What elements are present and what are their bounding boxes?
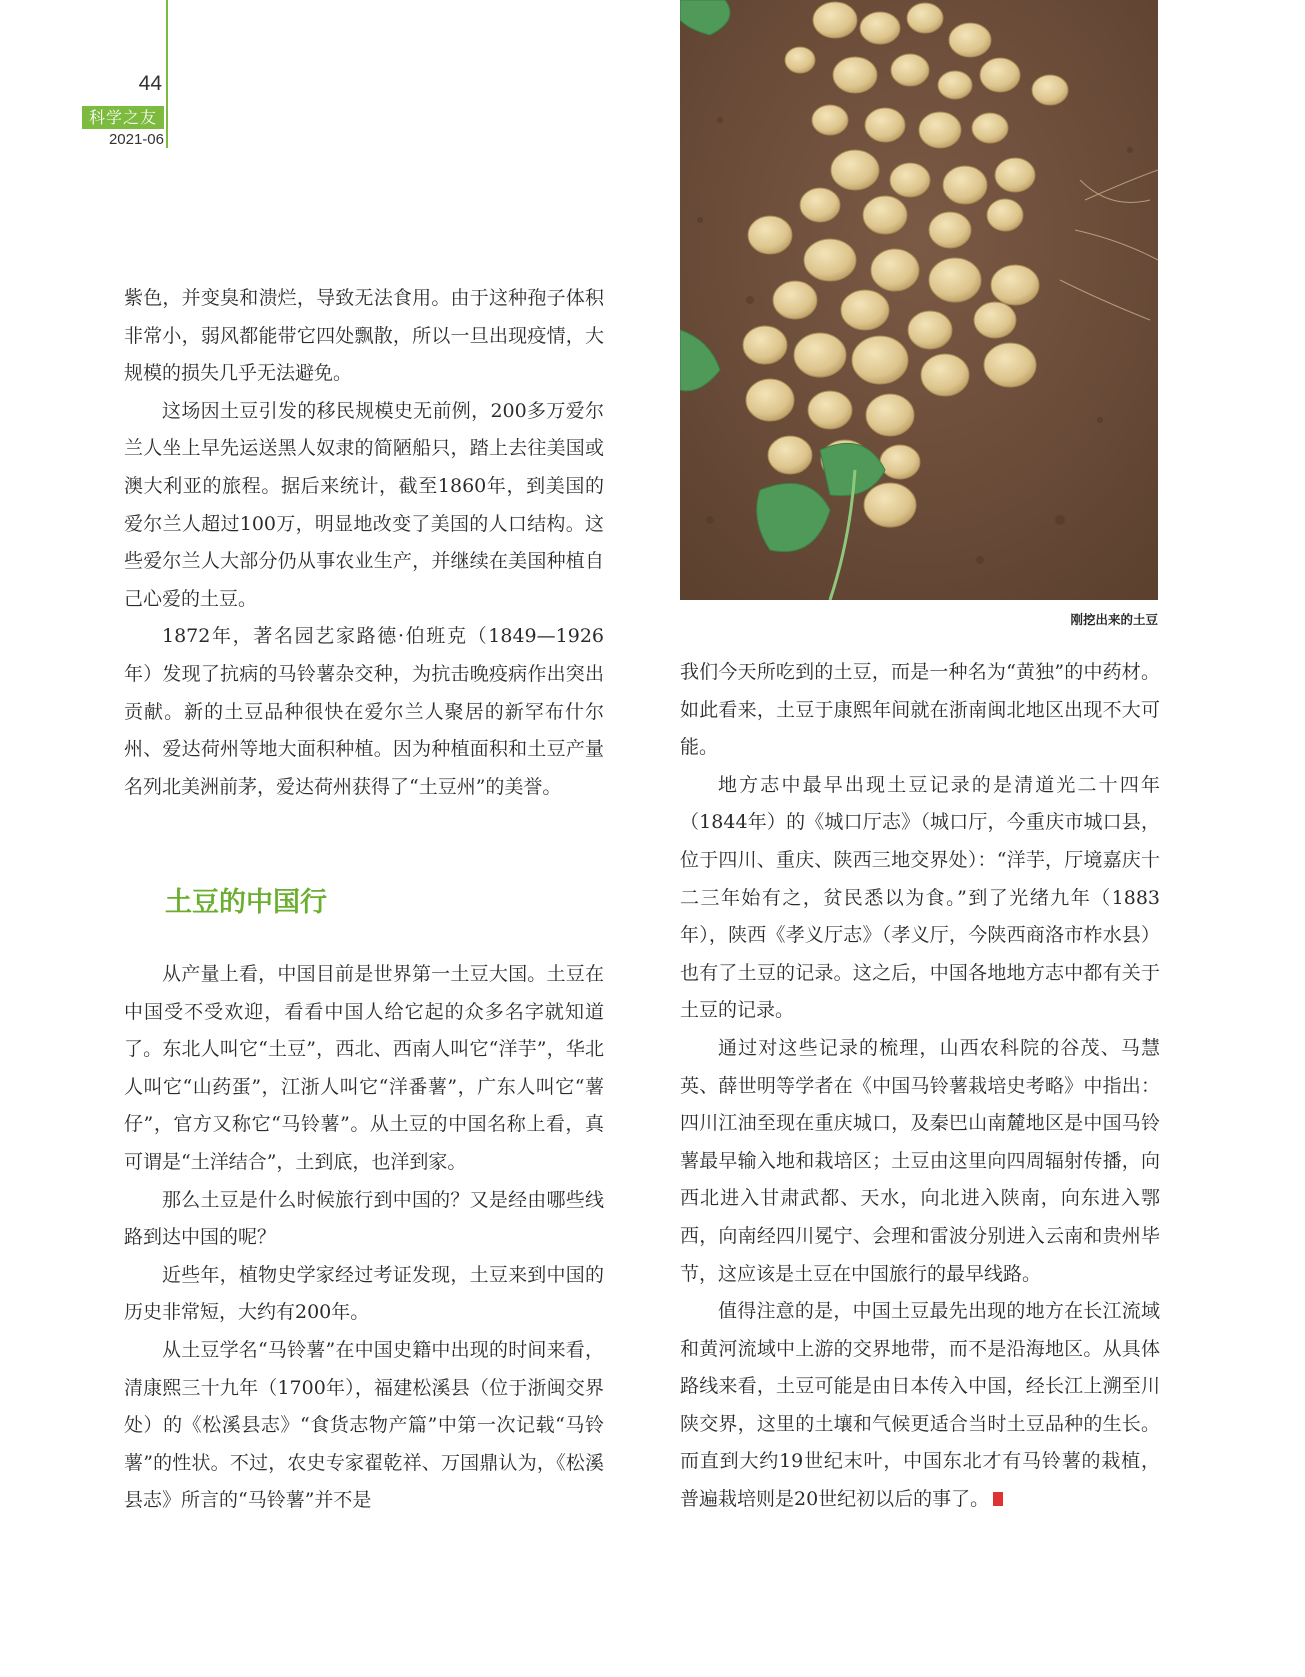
photo-caption: 刚挖出来的土豆: [1070, 612, 1158, 627]
magazine-name: 科学之友: [82, 106, 164, 129]
paragraph: 从产量上看，中国目前是世界第一土豆大国。土豆在中国受不受欢迎，看看中国人给它起的众多名字就知道了。东北人叫它“土豆”，西北、西南人叫它“洋芋”，华北人叫它“山药蛋”，江浙人叫它“洋番薯”，广东人叫它“薯仔”，官方又称它“马铃薯”。从土豆的中国名称上看，真可谓是“土洋结合”，土到底，也洋到家。: [124, 963, 604, 1173]
right-column: [680, 654, 1160, 1519]
paragraph: 我们今天所吃到的土豆，而是一种名为“黄独”的中药材。如此看来，土豆于康熙年间就在浙南闽北地区出现不大可能。: [680, 661, 1160, 759]
issue-date: 2021-06: [108, 131, 164, 148]
paragraph: 地方志中最早出现土豆记录的是清道光二十四年（1844年）的《城口厅志》（城口厅，今重庆市城口县，位于四川、重庆、陕西三地交界处）：“洋芋，厅境嘉庆十二三年始有之，贫民悉以为食。”到了光绪九年（1883年），陕西《孝义厅志》（孝义厅，今陕西商洛市柞水县）也有了土豆的记录。这之后，中国各地地方志中都有关于土豆的记录。: [680, 773, 1160, 1022]
left-column-top: [124, 280, 604, 806]
paragraph: 通过对这些记录的梳理，山西农科院的谷茂、马慧英、薛世明等学者在《中国马铃薯栽培史考略》中指出：四川江油至现在重庆城口，及秦巴山南麓地区是中国马铃薯最早输入地和栽培区；土豆由这里向四周辐射传播，向西北进入甘肃武都、天水，向北进入陕南，向东进入鄂西，向南经四川冕宁、会理和雷波分别进入云南和贵州毕节，这应该是土豆在中国旅行的最早线路。: [680, 1036, 1160, 1285]
paragraph: 这场因土豆引发的移民规模史无前例，200多万爱尔兰人坐上早先运送黑人奴隶的简陋船只，踏上去往美国或澳大利亚的旅程。据后来统计，截至1860年，到美国的爱尔兰人超过100万，明显地改变了美国的人口结构。这些爱尔兰人大部分仍从事农业生产，并继续在美国种植自己心爱的土豆。: [124, 399, 604, 610]
end-mark-icon: [993, 1492, 1003, 1506]
paragraph: 近些年，植物史学家经过考证发现，土豆来到中国的历史非常短，大约有200年。: [124, 1263, 604, 1324]
page-number: 44: [138, 72, 162, 95]
potato-illustration: [680, 0, 1158, 600]
paragraph: 那么土豆是什么时候旅行到中国的？又是经由哪些线路到达中国的呢？: [124, 1188, 604, 1249]
left-column-bottom: [124, 956, 604, 1520]
paragraph: 从土豆学名“马铃薯”在中国史籍中出现的时间来看，清康熙三十九年（1700年），福建松溪县（位于浙闽交界处）的《松溪县志》“食货志物产篇”中第一次记载“马铃薯”的性状。不过，农史专家翟乾祥、万国鼎认为，《松溪县志》所言的“马铃薯”并不是: [124, 1338, 604, 1512]
paragraph: 值得注意的是，中国土豆最先出现的地方在长江流域和黄河流域中上游的交界地带，而不是沿海地区。从具体路线来看，土豆可能是由日本传入中国，经长江上溯至川陕交界，这里的土壤和气候更适合当时土豆品种的生长。而直到大约19世纪末叶，中国东北才有马铃薯的栽植，普遍栽培则是20世纪初以后的事了。: [680, 1300, 1160, 1511]
margin-rule: [166, 0, 168, 148]
paragraph: 紫色，并变臭和溃烂，导致无法食用。由于这种孢子体积非常小，弱风都能带它四处飘散，所以一旦出现疫情，大规模的损失几乎无法避免。: [124, 287, 604, 385]
paragraph: 1872年，著名园艺家路德·伯班克（1849—1926年）发现了抗病的马铃薯杂交种，为抗击晚疫病作出突出贡献。新的土豆品种很快在爱尔兰人聚居的新罕布什尔州、爱达荷州等地大面积种植。因为种植面积和土豆产量名列北美洲前茅，爱达荷州获得了“土豆州”的美誉。: [124, 625, 604, 798]
potato-photo: [680, 0, 1158, 600]
section-title: 土豆的中国行: [165, 887, 327, 918]
